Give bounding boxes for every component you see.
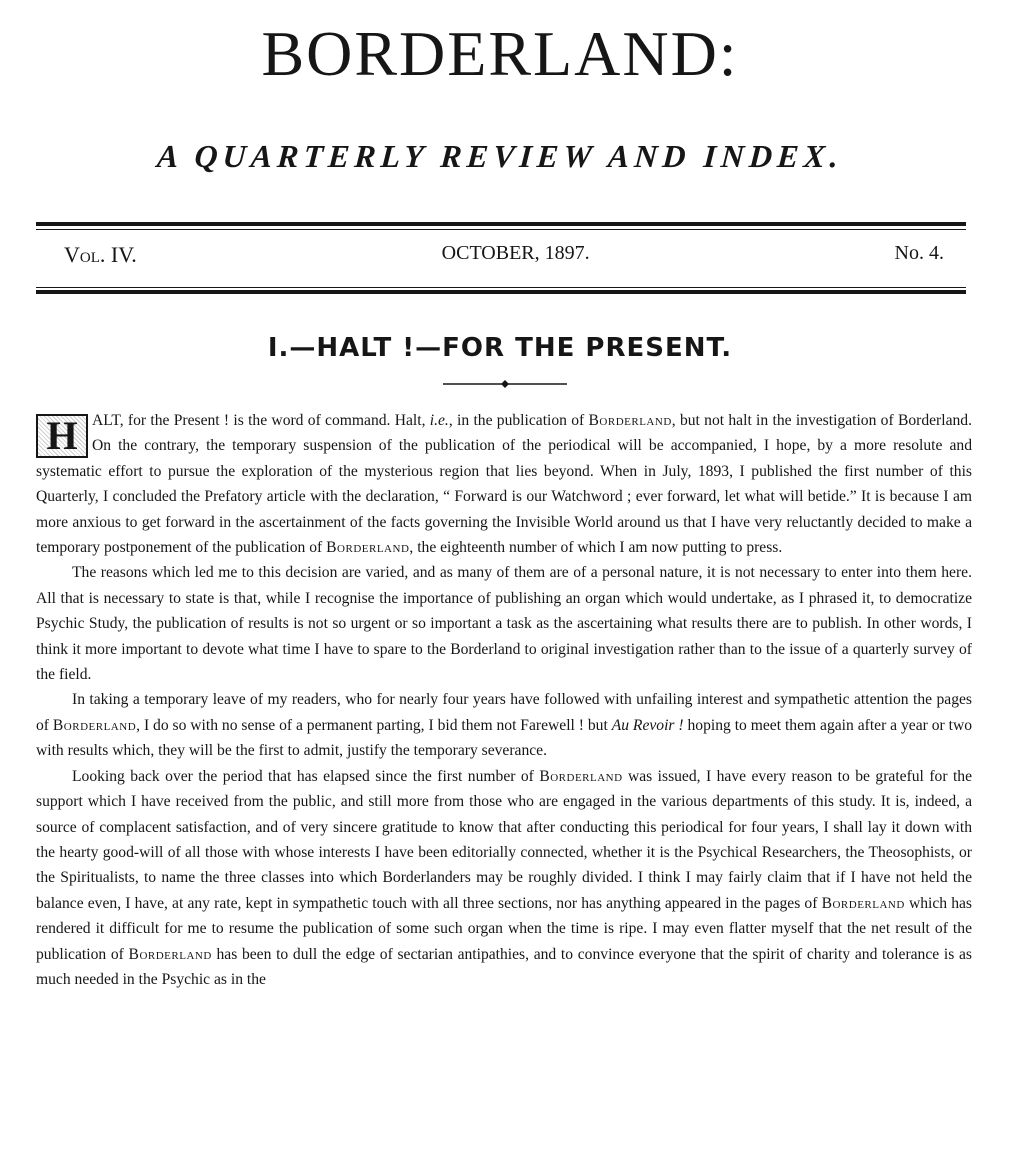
text-run: , the eighteenth number of which I am now putting to press.	[409, 539, 783, 557]
volume-label: Vol. IV.	[64, 242, 137, 267]
top-rule-thin	[36, 229, 966, 230]
text-run: hoping to meet them again after a year or two with results which, they will be the first to admit, justify the temporary severance.	[36, 716, 972, 760]
text-run: The reasons which led me to this decision are varied, and as many of them are of a personal nature, it is not necessary to enter into them here. All that is necessary to state is that, while I recognise the importance of publishing an organ which would undertake, as I phrased it, to democratize Psychic Study, the publication of results is not so urgent or so important a task as the ascertaining what results there are to publish. In other words, I think it more important to devote what time I have to spare to the Borderland to original investigation rather than to the issue of a quarterly survey of the field.	[36, 564, 972, 684]
article-body	[36, 408, 972, 992]
borderland-smallcaps: Borderland	[52, 716, 137, 734]
issue-date: OCTOBER, 1897.	[441, 242, 590, 264]
masthead-subtitle: A QUARTERLY REVIEW AND INDEX.	[155, 138, 845, 174]
paragraph-2	[36, 560, 972, 687]
text-run: was issued, I have every reason to be grateful for the support which I have received from the public, and still more from those who are engaged in the various departments of this study. It is, indeed, a source of complacent satisfaction, and of very sincere gratitude to know that after conducting this periodical for four years, I shall lay it down with the hearty good-will of all those with whose interests I have been editorially connected, whether it is the Psychical Researchers, the Theosophists, or the Spiritualists, to name the three classes into which Borderlanders may be roughly divided. I think I may fairly claim that if I have not held the balance even, I have, at any rate, kept in sympathetic touch with all three sections, nor has anything appeared in the pages of	[36, 767, 972, 912]
text-run: has been to dull the edge of sectarian antipathies, and to convince everyone that the spirit of charity and tolerance is as much needed in the Psychic as in the	[36, 945, 972, 988]
masthead-title: BORDERLAND:	[261, 18, 739, 89]
borderland-smallcaps: Borderland	[588, 412, 672, 429]
text-run: Looking back over the period that has elapsed since the first number of	[72, 767, 540, 785]
text-run: , in the publication of	[448, 412, 589, 429]
text-run: which has rendered it difficult for me to resume the publication of some such organ when the time is ripe. I may even flatter myself that the net result of the publication of	[36, 894, 972, 963]
text-run: , I do so with no sense of a permanent parting, I bid them not Farewell ! but	[136, 716, 612, 734]
paragraph-1	[36, 408, 972, 560]
bottom-rule-thick	[36, 290, 966, 294]
text-run: In taking a temporary leave of my readers, who for nearly four years have followed with unfailing interest and sympathetic attention the pages of	[36, 691, 972, 734]
borderland-smallcaps: Borderland	[326, 539, 410, 557]
top-rule-thick	[36, 222, 966, 226]
paragraph-3	[36, 687, 972, 763]
ornament-divider-icon	[443, 377, 567, 391]
paragraph-4	[36, 764, 972, 993]
bottom-rule-thin	[36, 287, 966, 288]
issue-line	[64, 242, 944, 268]
article-heading: I.—HALT !—FOR THE PRESENT.	[267, 333, 733, 363]
drop-cap: H	[36, 414, 88, 458]
text-run: ALT, for the Present ! is the word of command. Halt,	[92, 412, 430, 429]
borderland-smallcaps: Borderland	[821, 894, 905, 912]
text-run: , but not halt in the investigation of Borderland. On the contrary, the temporary suspension of the publication of the periodical will be accompanied, I hope, by a more resolute and systematic effort to pursue the exploration of the mysterious region that lies beyond. When in July, 1893, I published the first number of this Quarterly, I concluded the Prefatory article with the declaration, “ Forward is our Watchword ; ever forward, let what will betide.” It is because I am more anxious to get forward in the ascertainment of the facts governing the Invisible World around us that I have very reluctantly decided to make a temporary postponement of the publication of	[36, 412, 972, 557]
borderland-smallcaps: Borderland	[539, 767, 623, 785]
issue-number: No. 4.	[894, 242, 944, 264]
text-run-italic: Au Revoir !	[611, 716, 684, 734]
borderland-smallcaps: Borderland	[128, 945, 212, 963]
text-run-italic: i.e.	[429, 412, 449, 429]
